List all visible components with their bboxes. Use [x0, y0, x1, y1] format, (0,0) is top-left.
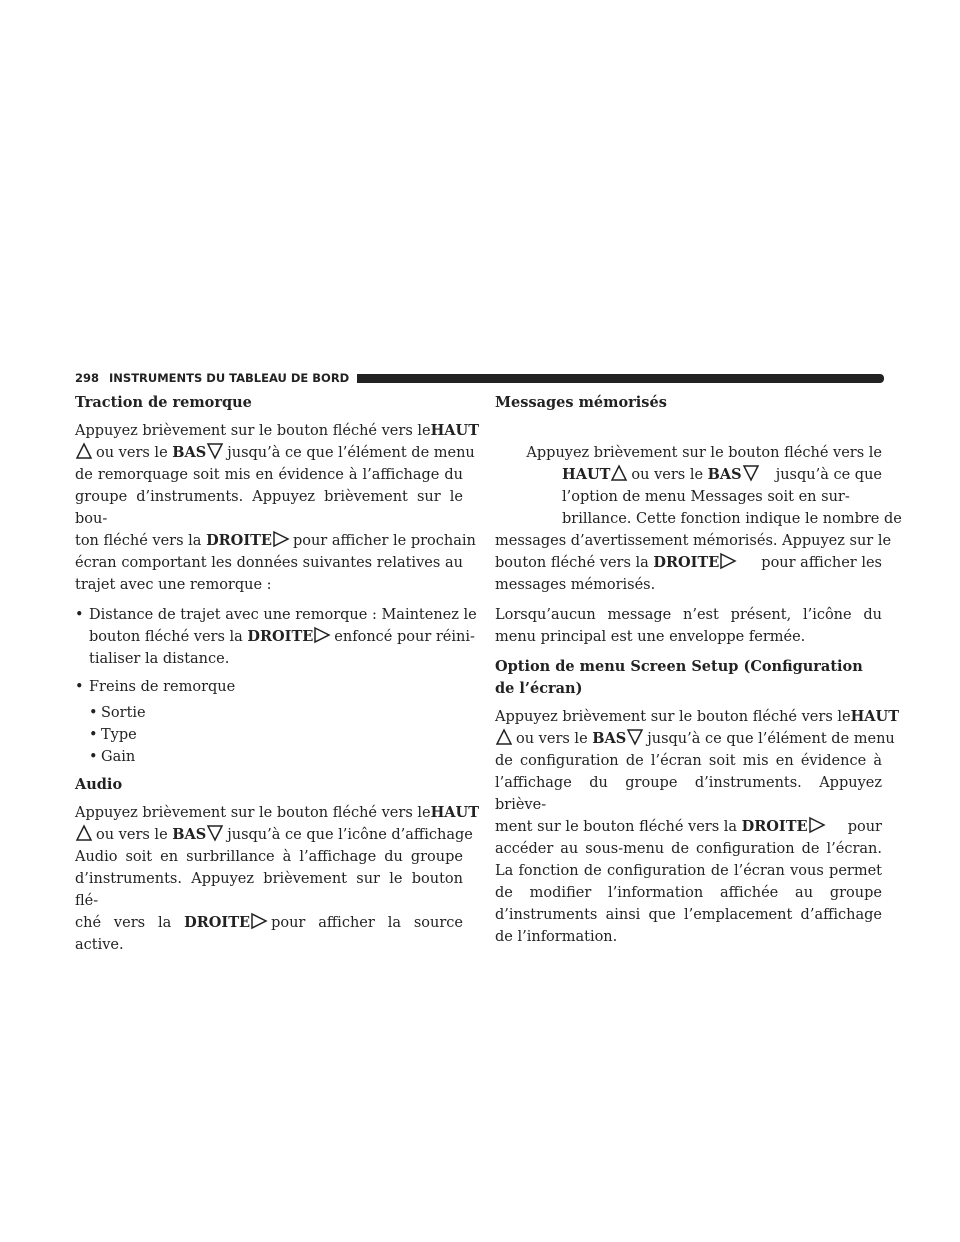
list-item: • Gain: [89, 746, 463, 768]
right-arrow-icon: [250, 912, 268, 930]
list-item: • Type: [89, 724, 463, 746]
traction-list: [75, 604, 477, 768]
right-arrow-icon: [272, 530, 290, 548]
right-arrow-icon: [719, 552, 737, 570]
right-arrow-icon: [313, 626, 331, 644]
list-item: • Sortie: [89, 702, 463, 724]
paragraph-messages: Appuyez brièvement sur le bouton fléché vers le HAUT ou vers le BAS jusqu’à ce que l’option de menu Messages soit en sur- brillance. Cette fonction indique le nombre de messages d’avertissement mémorisés. Appuyez sur le bouton fléché vers la DROITE pour afficher les messages mémorisés.: [495, 445, 902, 593]
down-arrow-icon: [206, 824, 224, 842]
right-arrow-icon: [808, 816, 826, 834]
paragraph-traction: Appuyez brièvement sur le bouton fléché vers le HAUT ou vers le BAS jusqu’à ce que l’élément de menu de remorquage soit mis en évidence à l’affichage du groupe d’instruments. Appuyez brièvement sur le bou- ton fléché vers la DROITE pour afficher le prochain écran comportant les données suivantes relatives au trajet avec une remorque :: [75, 422, 479, 593]
heading-screen-setup: Option de menu Screen Setup (Configuration de l’écran): [495, 658, 863, 697]
heading-traction: Traction de remorque: [75, 394, 252, 411]
brakes-sublist: [89, 702, 463, 768]
down-arrow-icon: [206, 442, 224, 460]
list-item: • Distance de trajet avec une remorque : Maintenez le bouton fléché vers la DROITE enfoncé pour réini- tialiser la distance.: [75, 604, 463, 670]
right-column: [495, 392, 902, 956]
up-arrow-icon: [610, 464, 628, 482]
header-rule: [357, 374, 884, 383]
paragraph-no-message: Lorsqu’aucun message n’est présent, l’icône du menu principal est une enveloppe fermée.: [495, 607, 882, 645]
page-number: 298: [75, 371, 100, 385]
list-item: • Freins de remorque • Sortie • Type • Gain: [75, 676, 463, 768]
up-arrow-icon: [75, 442, 93, 460]
up-arrow-icon: [495, 728, 513, 746]
heading-audio: Audio: [75, 776, 123, 793]
down-arrow-icon: [626, 728, 644, 746]
paragraph-screen-setup: Appuyez brièvement sur le bouton fléché vers le HAUT ou vers le BAS jusqu’à ce que l’élément de menu de configuration de l’écran soit mis en évidence à l’affichage du groupe d’instruments. Appuyez briève- ment sur le bouton fléché vers la DROITE pour accéder au sous-menu de configuration de l’écran. La fonction de configuration de l’écran vous permet de modifier l’information affichée au groupe d’instruments ainsi que l’emplacement d’affichage de l’information.: [495, 708, 899, 945]
up-arrow-icon: [75, 824, 93, 842]
left-column: [75, 392, 479, 964]
page-header: [75, 370, 884, 386]
section-title: INSTRUMENTS DU TABLEAU DE BORD: [109, 371, 350, 385]
paragraph-audio: Appuyez brièvement sur le bouton fléché vers le HAUT ou vers le BAS jusqu’à ce que l’icône d’affichage Audio soit en surbrillance à l’affichage du groupe d’instruments. Appuyez brièvement sur le bouton flé- ché vers la DROITE pour afficher la source active.: [75, 804, 479, 953]
heading-messages: Messages mémorisés: [495, 394, 667, 411]
down-arrow-icon: [742, 464, 760, 482]
